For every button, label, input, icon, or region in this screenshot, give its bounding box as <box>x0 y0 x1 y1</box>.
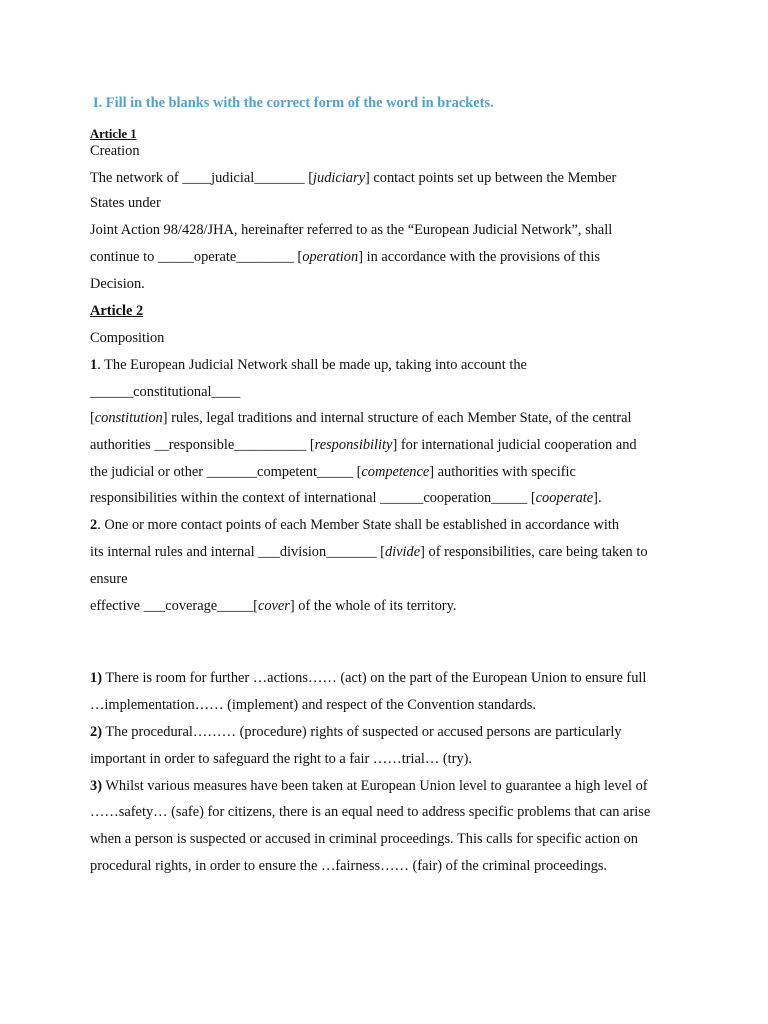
text-segment: ] for international judicial cooperation and <box>392 437 637 453</box>
bracket-word: divide <box>384 544 421 560</box>
item-1-line-2: …implementation…… (implement) and respect of the Convention standards. <box>90 697 537 713</box>
paragraph-1-line-6 <box>90 489 602 507</box>
paragraph-1-line-4 <box>90 436 637 454</box>
paragraph-1-line-3 <box>90 409 631 427</box>
item-3-line-2: ……safety… (safe) for citizens, there is an equal need to address specific problems that can arise <box>90 804 651 820</box>
bracket-word: responsibility <box>314 437 393 453</box>
text-segment: The network of ____judicial_______ [ <box>90 170 314 186</box>
text-segment: ] in accordance with the provisions of this <box>358 249 600 265</box>
paragraph-1-line-1 <box>90 356 527 374</box>
article-2-subtitle: Composition <box>90 330 165 346</box>
text-segment: [ <box>90 410 95 426</box>
item-3-line-4: procedural rights, in order to ensure the …fairness…… (fair) of the criminal proceedings. <box>90 858 608 874</box>
text-segment: There is room for further …actions…… (act) on the part of the European Union to ensure full <box>102 670 647 686</box>
text-segment: . One or more contact points of each Member State shall be established in accordance with <box>97 517 620 533</box>
paragraph-1-line-2: ______constitutional____ <box>90 384 241 400</box>
text-segment: ] rules, legal traditions and internal structure of each Member State, of the central <box>162 410 632 426</box>
paragraph-2-line-2 <box>90 543 648 561</box>
paragraph-number: 1 <box>90 357 98 373</box>
text-segment: continue to _____operate________ [ <box>90 249 303 265</box>
text-segment: ] contact points set up between the Member <box>364 170 617 186</box>
text-segment: its internal rules and internal ___division_______ [ <box>90 544 385 560</box>
text-segment: authorities __responsible__________ [ <box>90 437 315 453</box>
article-1-line-1 <box>90 169 616 187</box>
text-segment: the judicial or other _______competent_____ [ <box>90 464 362 480</box>
text-segment: The procedural……… (procedure) rights of suspected or accused persons are particularly <box>102 724 622 740</box>
article-1-line-5: Decision. <box>90 276 145 292</box>
text-segment: . The European Judicial Network shall be made up, taking into account the <box>97 357 527 373</box>
exercise-heading: I. Fill in the blanks with the correct form of the word in brackets. <box>93 95 494 111</box>
text-segment: ] of the whole of its territory. <box>289 598 457 614</box>
item-2-line-2: important in order to safeguard the right to a fair ……trial… (try). <box>90 751 473 767</box>
article-1-label: Article 1 <box>90 127 137 141</box>
item-2-line-1 <box>90 723 622 741</box>
paragraph-number: 2 <box>90 517 98 533</box>
bracket-word: judiciary <box>313 170 365 186</box>
article-1-line-4 <box>90 248 600 266</box>
paragraph-1-line-5 <box>90 463 576 481</box>
text-segment: ] of responsibilities, care being taken to <box>420 544 648 560</box>
text-segment: effective ___coverage_____[ <box>90 598 258 614</box>
text-segment: ] authorities with specific <box>429 464 576 480</box>
item-3-line-1 <box>90 777 648 795</box>
item-number: 2) <box>90 724 102 740</box>
paragraph-2-line-4 <box>90 597 456 615</box>
paragraph-2-line-1 <box>90 516 619 534</box>
text-segment: responsibilities within the context of international ______cooperation_____ [ <box>90 490 536 506</box>
item-number: 1) <box>90 670 102 686</box>
bracket-word: competence <box>361 464 430 480</box>
item-1-line-1 <box>90 669 646 687</box>
text-segment: Whilst various measures have been taken at European Union level to guarantee a high level of <box>102 778 648 794</box>
text-segment: ]. <box>593 490 602 506</box>
item-number: 3) <box>90 778 102 794</box>
bracket-word: constitution <box>94 410 163 426</box>
article-1-subtitle: Creation <box>90 143 140 159</box>
article-1-line-2: States under <box>90 195 161 211</box>
bracket-word: cover <box>257 598 290 614</box>
article-1-line-3: Joint Action 98/428/JHA, hereinafter referred to as the “European Judicial Network”, shall <box>90 222 613 238</box>
bracket-word: operation <box>302 249 359 265</box>
article-2-label: Article 2 <box>90 303 144 319</box>
bracket-word: cooperate <box>535 490 594 506</box>
paragraph-2-line-3: ensure <box>90 571 128 587</box>
item-3-line-3: when a person is suspected or accused in criminal proceedings. This calls for specific action on <box>90 831 639 847</box>
